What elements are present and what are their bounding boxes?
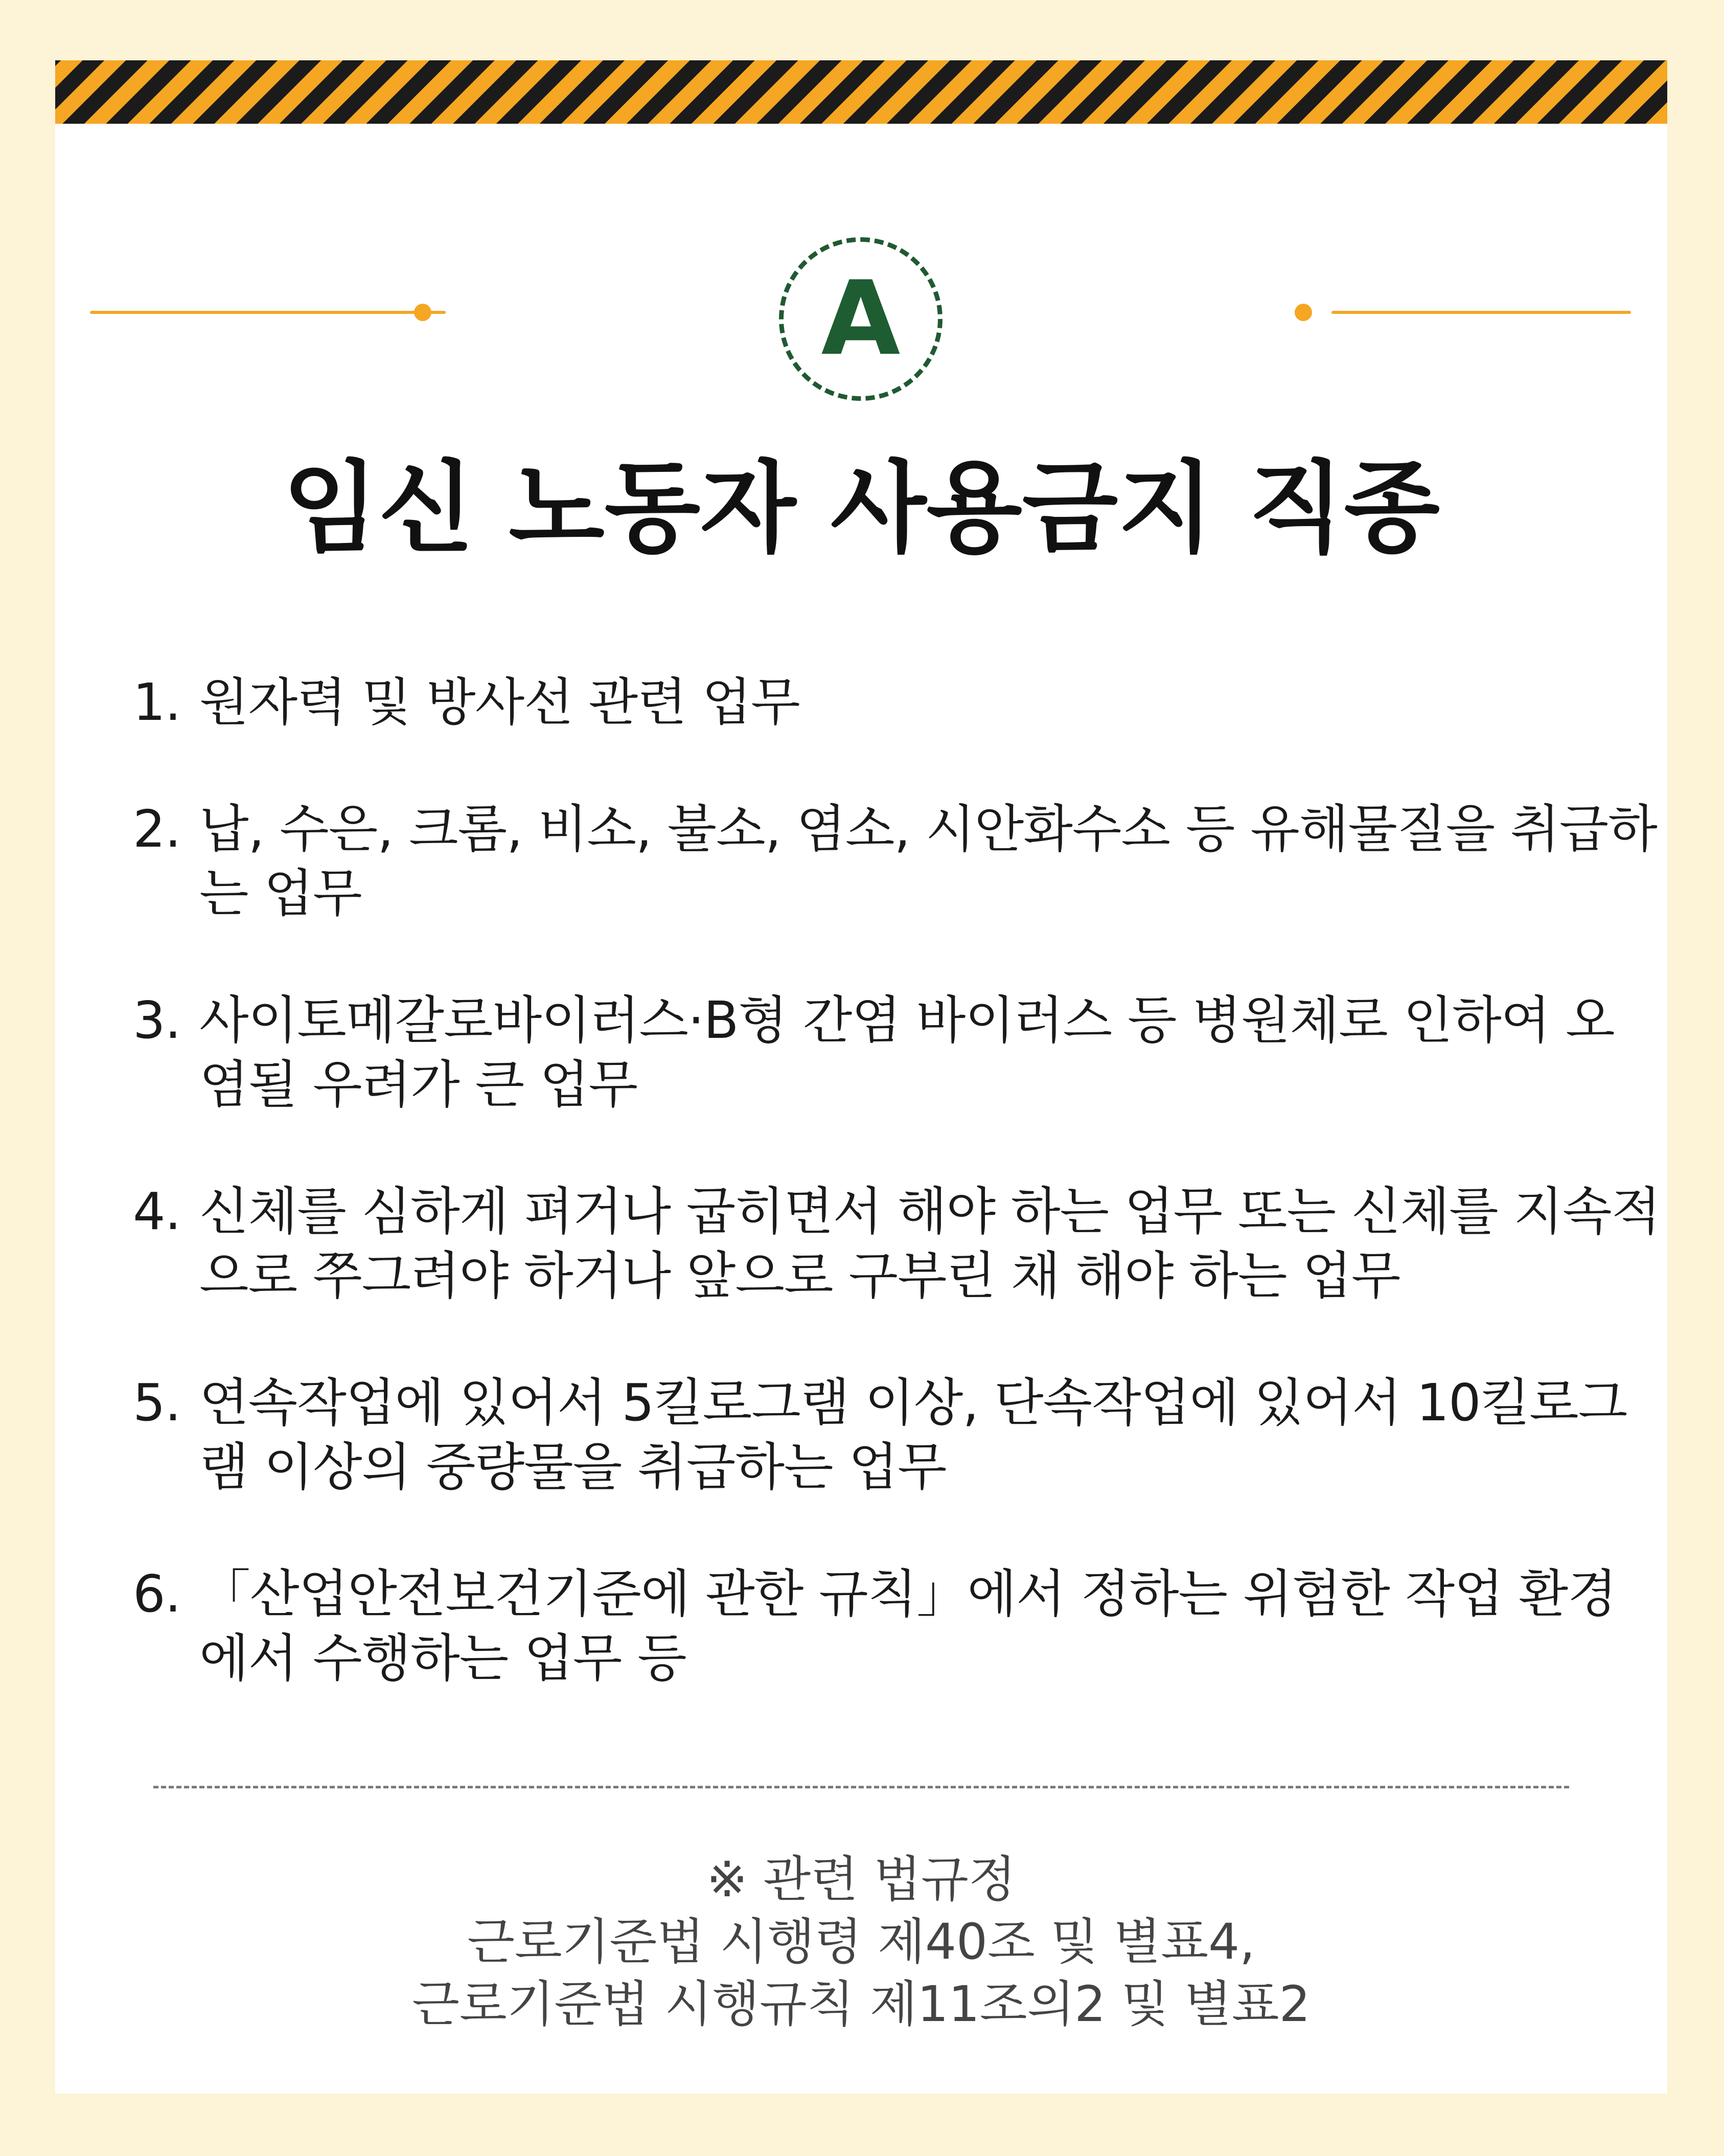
list-item-number: 2. bbox=[133, 799, 181, 859]
hazard-stripe-banner bbox=[55, 60, 1667, 124]
list-item bbox=[133, 670, 1661, 735]
footnote-line-2: 근로기준법 시행규칙 제11조의2 및 별표2 bbox=[412, 1976, 1311, 2033]
list-item-text: 사이토메갈로바이러스·B형 간염 바이러스 등 병원체로 인하여 오염될 우려가 큰 업무 bbox=[199, 990, 1615, 1115]
decorative-line-right bbox=[1331, 311, 1631, 314]
list-item-text: 「산업안전보건기준에 관한 규칙」에서 정하는 위험한 작업 환경에서 수행하는 업무 등 bbox=[199, 1564, 1617, 1688]
footnote-line-1: 근로기준법 시행령 제40조 및 별표4, bbox=[467, 1913, 1255, 1970]
decorative-dot-left bbox=[414, 304, 431, 321]
legal-reference-footnote bbox=[55, 1848, 1667, 2035]
list-item bbox=[133, 988, 1661, 1117]
list-item-number: 4. bbox=[133, 1182, 181, 1241]
dashed-divider bbox=[153, 1786, 1569, 1788]
decorative-dot-right bbox=[1295, 304, 1312, 321]
letter-badge bbox=[779, 237, 943, 401]
prohibited-jobs-list bbox=[133, 670, 1661, 1753]
list-item-number: 3. bbox=[133, 990, 181, 1050]
list-item-text: 원자력 및 방사선 관련 업무 bbox=[199, 672, 800, 732]
list-item-text: 납, 수은, 크롬, 비소, 불소, 염소, 시안화수소 등 유해물질을 취급하는 업무 bbox=[199, 799, 1657, 923]
page-title: 임신 노동자 사용금지 직종 bbox=[282, 450, 1440, 566]
badge-letter: A bbox=[821, 259, 901, 378]
list-item bbox=[133, 1371, 1661, 1500]
list-item-number: 1. bbox=[133, 672, 181, 732]
decorative-line-left bbox=[90, 311, 446, 314]
list-item bbox=[133, 797, 1661, 926]
list-item-number: 6. bbox=[133, 1564, 181, 1624]
list-item-text: 연속작업에 있어서 5킬로그램 이상, 단속작업에 있어서 10킬로그램 이상의 중량물을 취급하는 업무 bbox=[199, 1373, 1627, 1497]
list-item-number: 5. bbox=[133, 1373, 181, 1433]
list-item bbox=[133, 1562, 1661, 1691]
list-item bbox=[133, 1179, 1661, 1308]
list-item-text: 신체를 심하게 펴거나 굽히면서 해야 하는 업무 또는 신체를 지속적으로 쭈그려야 하거나 앞으로 구부린 채 해야 하는 업무 bbox=[199, 1182, 1661, 1306]
info-card bbox=[55, 60, 1667, 2094]
footnote-heading: ※ 관련 법규정 bbox=[706, 1851, 1016, 1908]
